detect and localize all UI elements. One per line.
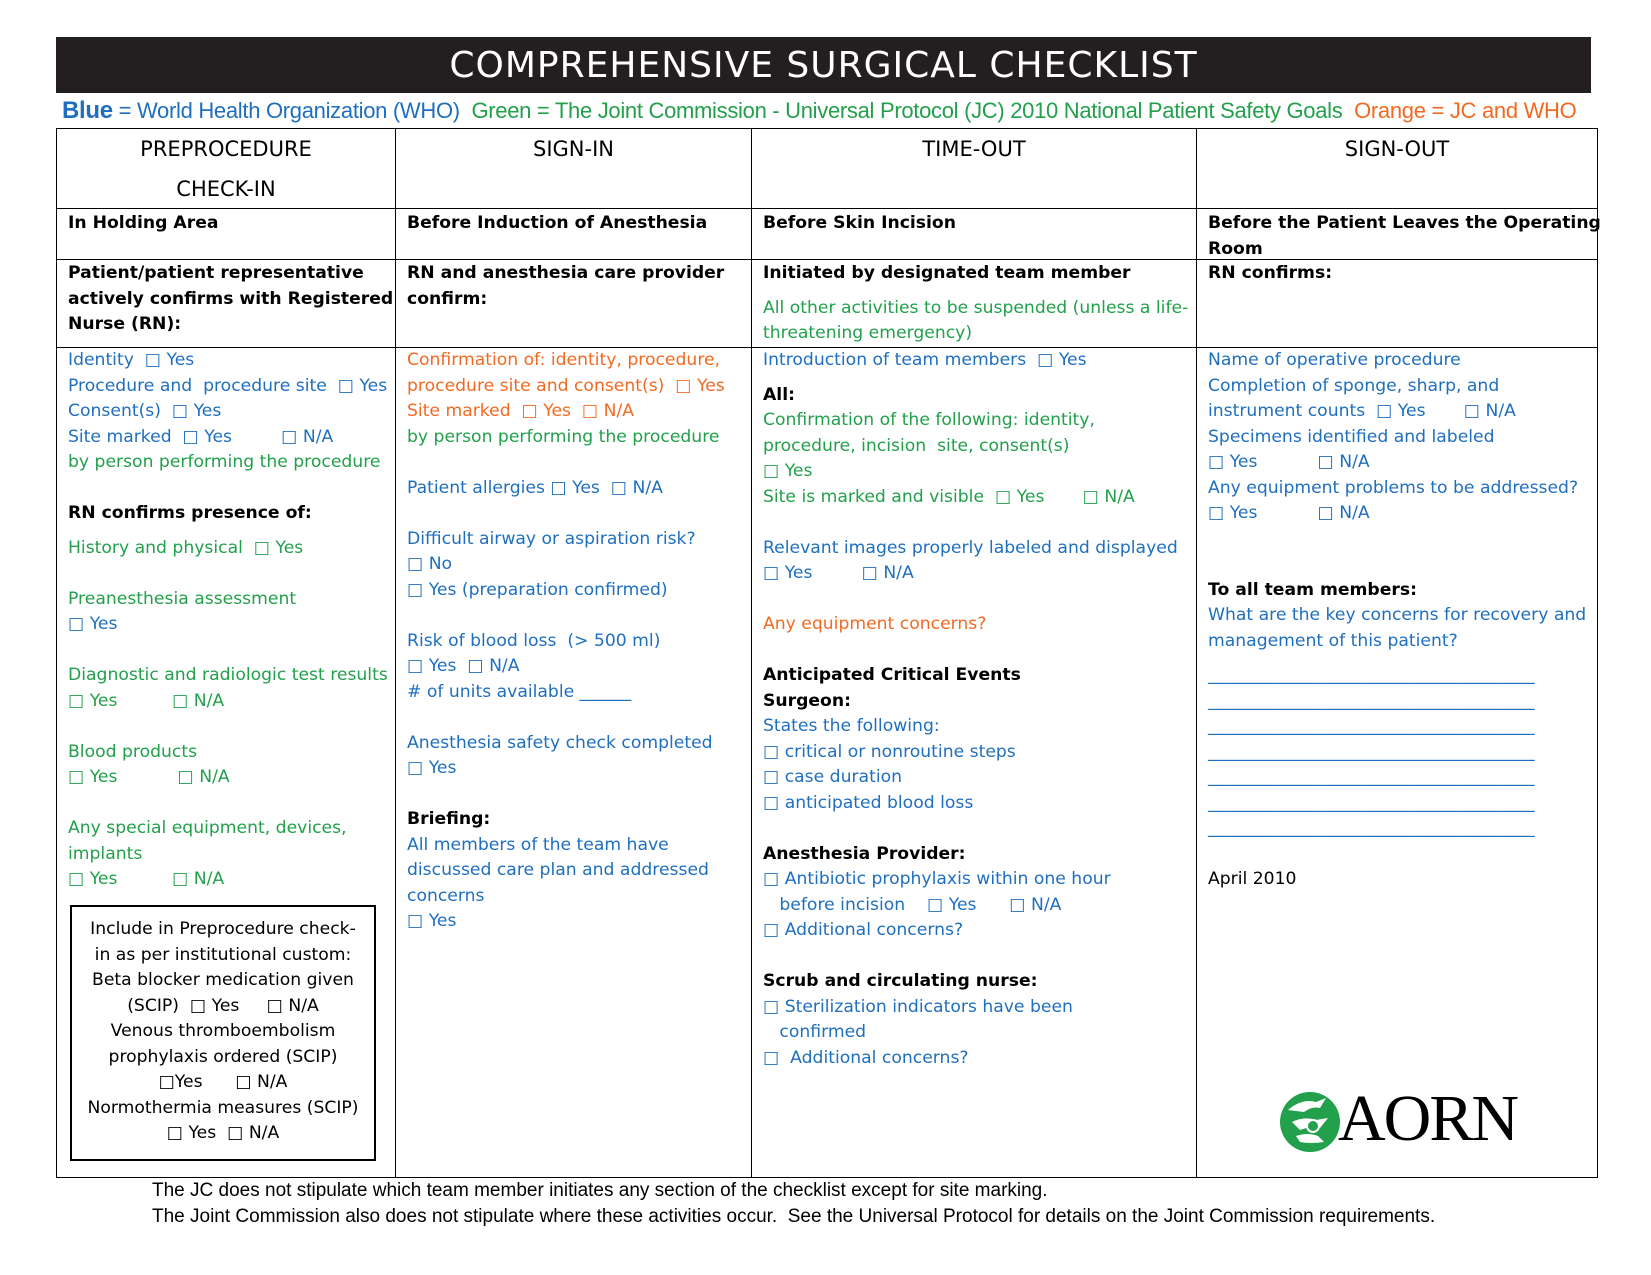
title-bar bbox=[56, 37, 1591, 93]
section-heading: Scrub and circulating nurse: bbox=[763, 971, 1038, 991]
checklist-item: Difficult airway or aspiration risk? bbox=[407, 528, 696, 549]
legend-blue-key: Blue bbox=[62, 97, 113, 124]
checklist-item: instrument counts □ Yes □ N/A bbox=[1208, 401, 1516, 421]
subheader-text: Before Induction of Anesthesia bbox=[407, 213, 708, 233]
section-heading: Briefing: bbox=[407, 809, 491, 829]
checklist-item: Name of operative procedure bbox=[1208, 350, 1461, 370]
scip-box-line: □ Yes □ N/A bbox=[166, 1123, 280, 1143]
column-header-time-out bbox=[752, 129, 1196, 208]
header-line: PREPROCEDURE bbox=[140, 137, 312, 161]
checklist-item: □ Yes □ N/A bbox=[763, 563, 914, 583]
checklist-item: Consent(s) □ Yes bbox=[68, 401, 222, 421]
checklist-item: □ critical or nonroutine steps bbox=[763, 741, 1016, 762]
confirm-time-out bbox=[752, 260, 1196, 347]
checklist-item: □ case duration bbox=[763, 767, 903, 787]
confirm-line: Nurse (RN): bbox=[68, 314, 182, 334]
checklist-item: □ Yes (preparation confirmed) bbox=[407, 579, 668, 600]
spacer bbox=[68, 714, 384, 740]
checklist-item: □ Sterilization indicators have been bbox=[763, 996, 1073, 1017]
confirm-sign-out bbox=[1197, 260, 1597, 287]
section-heading: Anesthesia Provider: bbox=[763, 843, 966, 864]
spacer bbox=[68, 527, 384, 536]
checklist-item: ______________________________________ bbox=[1208, 690, 1535, 711]
subheader-text: In Holding Area bbox=[68, 213, 219, 233]
checklist-item: Anesthesia safety check completed bbox=[407, 732, 713, 753]
section-heading: Surgeon: bbox=[763, 690, 851, 711]
checklist-item: □ Additional concerns? bbox=[763, 1047, 969, 1068]
checklist-item: management of this patient? bbox=[1208, 630, 1458, 651]
spacer bbox=[763, 374, 1185, 383]
column-header-sign-in bbox=[396, 129, 751, 208]
header-line: CHECK-IN bbox=[176, 177, 276, 201]
checklist-item: ______________________________________ bbox=[1208, 716, 1535, 736]
checklist-item: Confirmation of the following: identity, bbox=[763, 410, 1095, 430]
checklist-item: □ Yes □ N/A bbox=[68, 767, 230, 787]
checklist-item: □ No bbox=[407, 554, 453, 574]
subheader-holding-area bbox=[57, 209, 395, 237]
confirm-preprocedure bbox=[57, 260, 395, 338]
checklist-item: implants bbox=[68, 843, 143, 864]
checklist-item: ______________________________________ bbox=[1208, 665, 1535, 685]
checklist-item: April 2010 bbox=[1208, 869, 1297, 889]
checklist-item: ______________________________________ bbox=[1208, 767, 1535, 787]
header-line: SIGN-IN bbox=[533, 137, 614, 161]
checklist-item: Specimens identified and labeled bbox=[1208, 426, 1495, 447]
spacer bbox=[763, 944, 1185, 970]
scip-box-line: (SCIP) □ Yes □ N/A bbox=[127, 995, 319, 1016]
checklist-item: What are the key concerns for recovery and bbox=[1208, 605, 1587, 625]
checklist-item: □ Yes □ N/A bbox=[1208, 452, 1370, 472]
checklist-item: Site marked □ Yes □ N/A bbox=[68, 426, 334, 447]
confirm-line: Initiated by designated team member bbox=[763, 263, 1131, 283]
checklist-item: before incision □ Yes □ N/A bbox=[763, 894, 1062, 915]
legend-green-text: Green = The Joint Commission - Universal Protocol (JC) 2010 National Patient Safety Goals bbox=[471, 98, 1343, 123]
confirm-line: RN confirms: bbox=[1208, 263, 1333, 283]
spacer bbox=[68, 638, 384, 664]
spacer bbox=[407, 705, 740, 731]
section-heading: All: bbox=[763, 384, 795, 405]
checklist-item: by person performing the procedure bbox=[68, 452, 381, 472]
subheader-before-incision bbox=[752, 209, 1196, 237]
checklist-item: procedure, incision site, consent(s) bbox=[763, 435, 1070, 456]
scip-box-line: prophylaxis ordered (SCIP) bbox=[108, 1046, 338, 1067]
checklist-item: Relevant images properly labeled and displayed bbox=[763, 537, 1178, 558]
confirm-line: Patient/patient representative bbox=[68, 263, 364, 283]
spacer bbox=[407, 450, 740, 476]
checklist-item: Identity □ Yes bbox=[68, 350, 195, 370]
checklist-item: Patient allergies □ Yes □ N/A bbox=[407, 477, 663, 498]
spacer bbox=[68, 561, 384, 587]
checklist-item: procedure site and consent(s) □ Yes bbox=[407, 375, 725, 396]
section-heading: RN confirms presence of: bbox=[68, 503, 312, 523]
checklist-item: □ Yes □ N/A bbox=[68, 690, 225, 711]
checklist-item: ______________________________________ bbox=[1208, 792, 1535, 813]
column-header-preprocedure bbox=[57, 129, 395, 208]
subheader-text: Before Skin Incision bbox=[763, 213, 956, 233]
confirm-line: confirm: bbox=[407, 288, 488, 309]
checklist-item: Procedure and procedure site □ Yes bbox=[68, 375, 388, 396]
scip-box-line: Include in Preprocedure check- bbox=[90, 919, 356, 939]
section-heading: Anticipated Critical Events bbox=[763, 665, 1021, 685]
section-heading: To all team members: bbox=[1208, 579, 1417, 600]
confirm-line: actively confirms with Registered bbox=[68, 288, 394, 309]
footer-line: The JC does not stipulate which team member initiates any section of the checklist except for site marking. bbox=[152, 1180, 1048, 1201]
checklist-item: □ Yes □ N/A bbox=[1208, 503, 1370, 523]
suspend-note: All other activities to be suspended (unless a life- bbox=[763, 297, 1189, 318]
checklist-item: Confirmation of: identity, procedure, bbox=[407, 350, 721, 370]
checklist-item: □ Yes bbox=[763, 461, 813, 481]
checklist-item: discussed care plan and addressed bbox=[407, 860, 709, 880]
checklist-item: □ Antibiotic prophylaxis within one hour bbox=[763, 869, 1111, 889]
spacer bbox=[407, 782, 740, 808]
checklist-item: □ Yes bbox=[407, 758, 457, 778]
checklist-item: □ Yes □ N/A bbox=[68, 869, 225, 889]
spacer bbox=[763, 510, 1185, 536]
subheader-before-leaving bbox=[1197, 209, 1601, 262]
checklist-item: Any special equipment, devices, bbox=[68, 818, 347, 838]
footer-line: The Joint Commission also does not stipulate where these activities occur. See the Universal Protocol for details on the Joint Commission requirements. bbox=[152, 1206, 1436, 1227]
checklist-item: Risk of blood loss (> 500 ml) bbox=[407, 630, 661, 651]
footer-notes bbox=[152, 1178, 1435, 1230]
checklist-item: # of units available ______ bbox=[407, 681, 632, 702]
checklist-item: by person performing the procedure bbox=[407, 426, 720, 447]
checklist-item: ______________________________________ bbox=[1208, 741, 1535, 762]
checklist-item: Site is marked and visible □ Yes □ N/A bbox=[763, 486, 1135, 507]
scip-box-line: Normothermia measures (SCIP) bbox=[87, 1097, 359, 1118]
spacer bbox=[763, 587, 1185, 613]
checklist-item: Blood products bbox=[68, 741, 198, 762]
checklist-item: History and physical □ Yes bbox=[68, 537, 304, 558]
checklist-item: Any equipment concerns? bbox=[763, 614, 987, 634]
checklist-item: Site marked □ Yes □ N/A bbox=[407, 401, 635, 421]
suspend-note: threatening emergency) bbox=[763, 323, 973, 343]
spacer bbox=[1208, 527, 1586, 553]
spacer bbox=[407, 501, 740, 527]
checklist-item: States the following: bbox=[763, 716, 940, 736]
checklist-item: □ Yes bbox=[68, 614, 118, 634]
scip-include-box bbox=[70, 905, 376, 1161]
items-preprocedure bbox=[57, 348, 395, 893]
checklist-item: Preanesthesia assessment bbox=[68, 588, 297, 609]
subheader-text: Before the Patient Leaves the Operating bbox=[1208, 213, 1601, 233]
header-line: SIGN-OUT bbox=[1344, 137, 1450, 161]
checklist-item: □ Yes bbox=[407, 911, 457, 931]
items-sign-out bbox=[1197, 348, 1597, 893]
spacer bbox=[1208, 654, 1586, 663]
checklist-item: confirmed bbox=[763, 1022, 867, 1042]
checklist-item: concerns bbox=[407, 885, 485, 906]
scip-box-line: □Yes □ N/A bbox=[158, 1072, 288, 1092]
legend-orange-text: Orange = JC and WHO bbox=[1354, 98, 1577, 123]
spacer bbox=[1208, 842, 1586, 868]
subheader-before-induction bbox=[396, 209, 751, 237]
page-title: COMPREHENSIVE SURGICAL CHECKLIST bbox=[449, 45, 1198, 86]
spacer bbox=[68, 791, 384, 817]
confirm-line: RN and anesthesia care provider bbox=[407, 263, 725, 283]
checklist-item: □ anticipated blood loss bbox=[763, 792, 974, 813]
spacer bbox=[407, 603, 740, 629]
spacer bbox=[763, 638, 1185, 664]
checklist-item: □ Additional concerns? bbox=[763, 920, 964, 940]
spacer bbox=[68, 476, 384, 502]
scip-box-line: Venous thromboembolism bbox=[110, 1021, 336, 1041]
checklist-item: □ Yes □ N/A bbox=[407, 656, 520, 676]
spacer bbox=[1208, 552, 1586, 578]
color-legend bbox=[62, 97, 1602, 125]
scip-box-line: Beta blocker medication given bbox=[92, 970, 354, 990]
spacer bbox=[763, 816, 1185, 842]
items-sign-in bbox=[396, 348, 751, 935]
confirm-sign-in bbox=[396, 260, 751, 312]
checklist-item: Diagnostic and radiologic test results bbox=[68, 665, 388, 685]
legend-blue-text: = World Health Organization (WHO) bbox=[112, 98, 460, 123]
checklist-item: Completion of sponge, sharp, and bbox=[1208, 375, 1500, 396]
spacer bbox=[763, 287, 1185, 296]
checklist-item: All members of the team have bbox=[407, 834, 669, 855]
header-line: TIME-OUT bbox=[922, 137, 1026, 161]
column-header-sign-out bbox=[1197, 129, 1597, 208]
items-time-out bbox=[752, 348, 1196, 1071]
checklist-item: ______________________________________ bbox=[1208, 818, 1535, 838]
scip-box-line: in as per institutional custom: bbox=[94, 944, 352, 965]
checklist-item: Introduction of team members □ Yes bbox=[763, 350, 1087, 370]
checklist-item: Any equipment problems to be addressed? bbox=[1208, 477, 1579, 498]
aorn-logo-text: AORN bbox=[1338, 1082, 1518, 1155]
subheader-text: Room bbox=[1208, 238, 1263, 259]
